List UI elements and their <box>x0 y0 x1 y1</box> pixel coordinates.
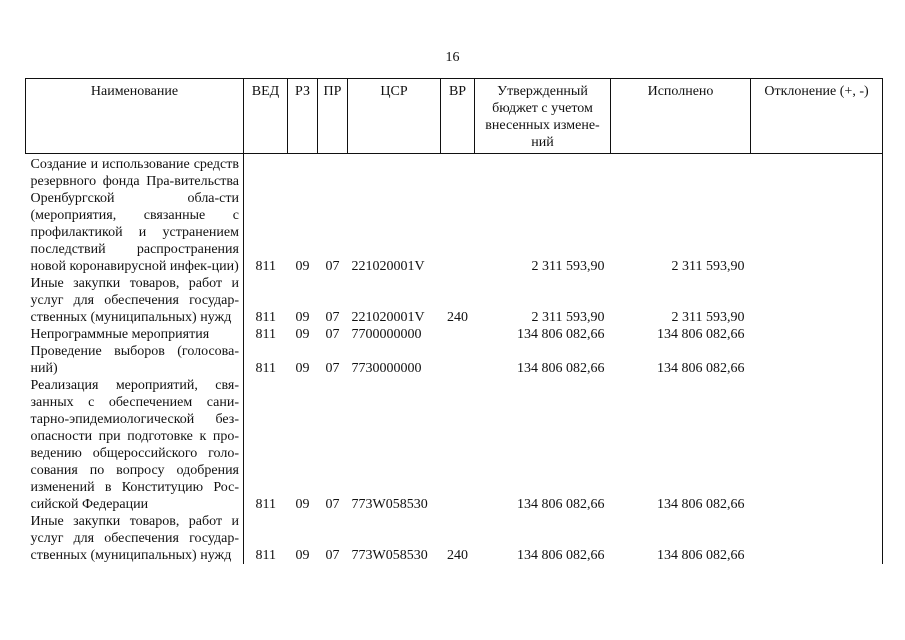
row-csr: 773W058530 <box>351 548 428 563</box>
row-ved: 811 <box>244 377 288 513</box>
row-approved: 2 311 593,90 <box>531 259 605 274</box>
row-ved: 811 <box>244 343 288 377</box>
row-csr: 221020001V <box>351 259 425 274</box>
row-rz: 09 <box>295 310 310 325</box>
row-deviation <box>751 377 883 513</box>
row-vr <box>441 343 475 377</box>
row-executed: 134 806 082,66 <box>657 548 745 563</box>
row-vr: 240 <box>447 310 468 325</box>
row-csr: 773W058530 <box>351 497 428 512</box>
row-ved: 811 <box>244 326 288 343</box>
header-executed: Исполнено <box>611 79 751 154</box>
row-deviation <box>751 154 883 276</box>
row-ved: 811 <box>244 275 288 326</box>
table-row <box>26 377 883 513</box>
header-name: Наименование <box>26 79 244 154</box>
table-row <box>26 513 883 564</box>
header-approved-budget: Утвержденный бюджет с учетом внесенных измене-ний <box>475 79 611 154</box>
budget-execution-table <box>25 78 883 564</box>
header-vr: ВР <box>441 79 475 154</box>
row-deviation <box>751 343 883 377</box>
row-name: Проведение выборов (голосова-ний) <box>30 344 239 376</box>
table-row <box>26 275 883 326</box>
row-pr: 07 <box>325 548 340 563</box>
row-ved: 811 <box>244 513 288 564</box>
row-executed: 134 806 082,66 <box>657 361 745 376</box>
row-deviation <box>751 275 883 326</box>
table-header-row <box>26 79 883 154</box>
table-row <box>26 326 883 343</box>
row-rz: 09 <box>295 548 310 563</box>
row-executed: 134 806 082,66 <box>657 327 745 342</box>
row-pr: 07 <box>325 361 340 376</box>
row-csr: 7700000000 <box>351 327 422 342</box>
row-rz: 09 <box>295 259 310 274</box>
row-name: Иные закупки товаров, работ и услуг для обеспечения государ-ственных (муниципальных) нужд <box>30 514 239 563</box>
table-row <box>26 154 883 276</box>
row-ved: 811 <box>244 154 288 276</box>
row-approved: 2 311 593,90 <box>531 310 605 325</box>
row-executed: 2 311 593,90 <box>671 259 745 274</box>
header-csr: ЦСР <box>348 79 441 154</box>
header-rz: РЗ <box>288 79 318 154</box>
row-pr: 07 <box>325 259 340 274</box>
header-pr: ПР <box>318 79 348 154</box>
row-rz: 09 <box>295 497 310 512</box>
row-name: Реализация мероприятий, свя-занных с обеспечением сани-тарно-эпидемиологической без-опасности при подготовке к про-ведению общероссийского голо-сования по вопросу одобрения изменений в Конституцию Рос-сийской Федерации <box>30 378 239 512</box>
header-ved: ВЕД <box>244 79 288 154</box>
row-executed: 2 311 593,90 <box>671 310 745 325</box>
row-vr <box>441 377 475 513</box>
table-row <box>26 343 883 377</box>
row-rz: 09 <box>295 327 310 342</box>
row-deviation <box>751 326 883 343</box>
row-pr: 07 <box>325 327 340 342</box>
row-csr: 221020001V <box>351 310 425 325</box>
row-csr: 7730000000 <box>351 361 422 376</box>
page-number: 16 <box>445 50 460 65</box>
row-name: Непрограммные мероприятия <box>30 327 210 342</box>
row-approved: 134 806 082,66 <box>517 548 605 563</box>
header-deviation: Отклонение (+, -) <box>751 79 883 154</box>
row-pr: 07 <box>325 310 340 325</box>
row-name: Иные закупки товаров, работ и услуг для обеспечения государ-ственных (муниципальных) нужд <box>30 276 239 325</box>
row-rz: 09 <box>295 361 310 376</box>
row-approved: 134 806 082,66 <box>517 327 605 342</box>
row-vr <box>441 154 475 276</box>
row-vr <box>441 326 475 343</box>
row-executed: 134 806 082,66 <box>657 497 745 512</box>
row-pr: 07 <box>325 497 340 512</box>
row-approved: 134 806 082,66 <box>517 497 605 512</box>
row-approved: 134 806 082,66 <box>517 361 605 376</box>
row-vr: 240 <box>447 548 468 563</box>
row-deviation <box>751 513 883 564</box>
row-name: Создание и использование средств резервного фонда Пра-вительства Оренбургской обла-сти (мероприятия, связанные с профилактикой и устранением последствий распространения новой коронавирусной инфек-ции) <box>30 157 239 274</box>
